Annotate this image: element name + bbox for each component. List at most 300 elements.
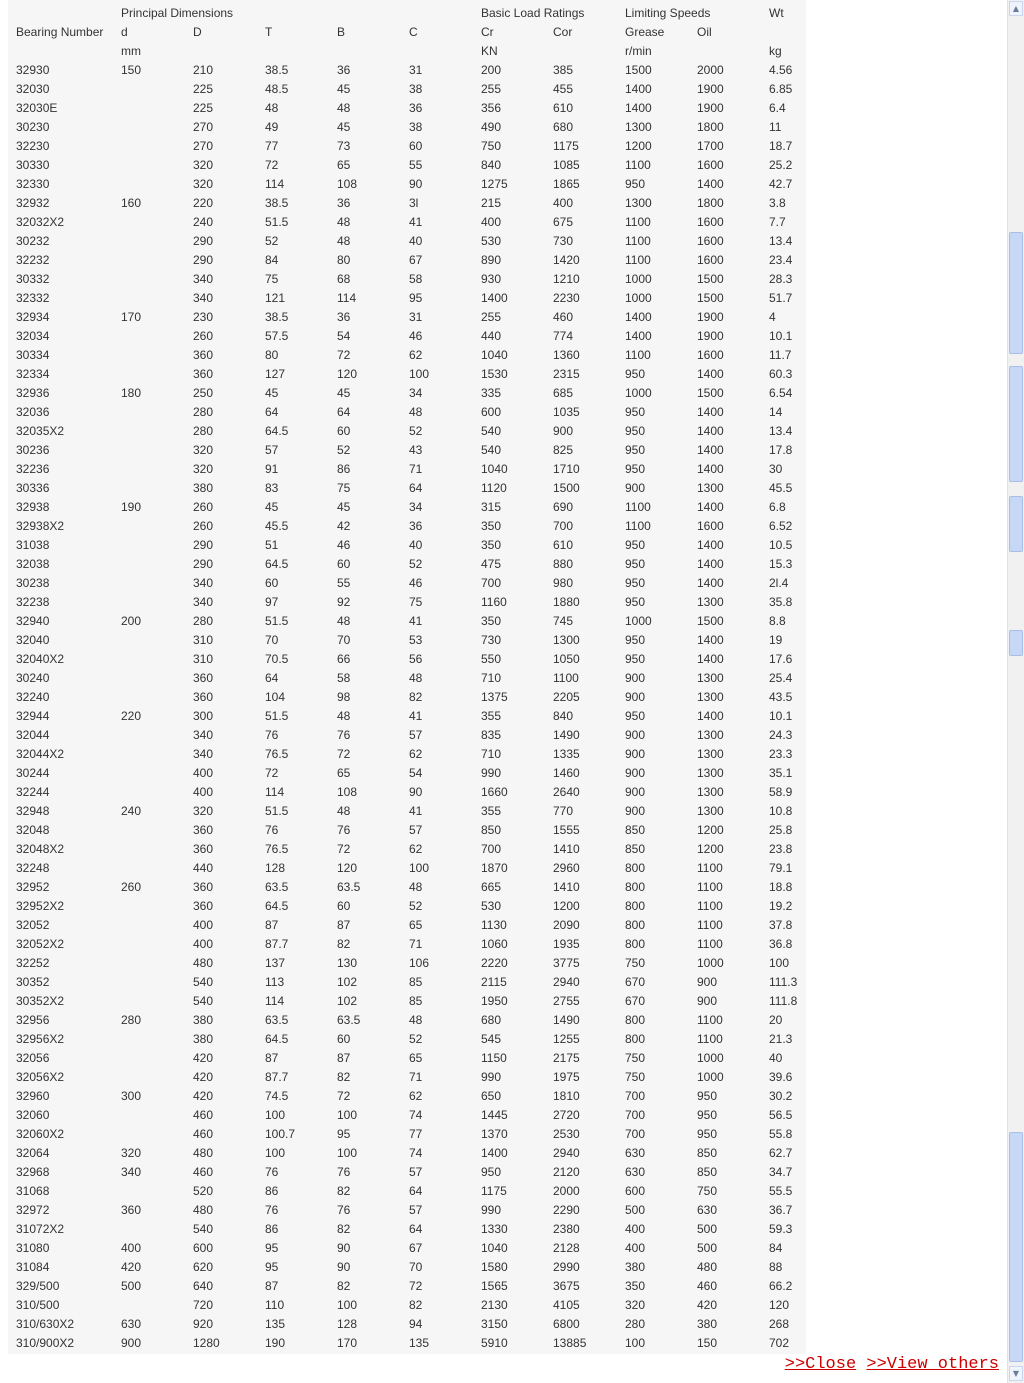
cell-width-b: 82 xyxy=(337,1279,351,1293)
cell-width-t: 76.5 xyxy=(265,747,289,761)
cell-grease-speed: 1100 xyxy=(625,500,651,514)
group-header-limiting-speeds: Limiting Speeds xyxy=(625,6,711,20)
cell-cor: 1975 xyxy=(553,1070,580,1084)
cell-weight: 2l.4 xyxy=(769,576,789,590)
cell-width-t: 45.5 xyxy=(265,519,289,533)
cell-outer-d: 480 xyxy=(193,1146,214,1160)
cell-outer-d: 320 xyxy=(193,177,214,191)
cell-cor: 1300 xyxy=(553,633,580,647)
table-row xyxy=(8,593,806,612)
cell-width-t: 76.5 xyxy=(265,842,289,856)
table-row xyxy=(8,1144,806,1163)
cell-weight: 43.5 xyxy=(769,690,793,704)
cell-width-b: 90 xyxy=(337,1260,351,1274)
cell-bearing-number: 32060 xyxy=(16,1108,50,1122)
table-row xyxy=(8,1334,806,1353)
cell-bearing-number: 30240 xyxy=(16,671,50,685)
cell-outer-d: 250 xyxy=(193,386,214,400)
cell-width-c: 90 xyxy=(409,177,423,191)
cell-bearing-number: 32956 xyxy=(16,1013,50,1027)
cell-bearing-number: 32064 xyxy=(16,1146,50,1160)
cell-outer-d: 300 xyxy=(193,709,214,723)
cell-outer-d: 400 xyxy=(193,766,214,780)
cell-width-t: 63.5 xyxy=(265,1013,289,1027)
cell-oil-speed: 1400 xyxy=(697,405,724,419)
cell-cor: 2990 xyxy=(553,1260,580,1274)
cell-weight: 13.4 xyxy=(769,234,793,248)
cell-weight: 14 xyxy=(769,405,783,419)
arrow-down-icon[interactable]: ▼ xyxy=(1009,1366,1023,1381)
cell-grease-speed: 950 xyxy=(625,443,646,457)
table-row xyxy=(8,574,806,593)
cell-cor: 774 xyxy=(553,329,574,343)
cell-cor: 1050 xyxy=(553,652,580,666)
cell-weight: 88 xyxy=(769,1260,783,1274)
cell-cr: 350 xyxy=(481,614,502,628)
cell-grease-speed: 700 xyxy=(625,1089,646,1103)
cell-width-t: 114 xyxy=(265,177,285,191)
cell-oil-speed: 1300 xyxy=(697,747,724,761)
cell-width-t: 49 xyxy=(265,120,279,134)
cell-oil-speed: 1400 xyxy=(697,443,724,457)
cell-oil-speed: 1400 xyxy=(697,500,724,514)
cell-width-c: 53 xyxy=(409,633,423,647)
cell-width-b: 45 xyxy=(337,386,351,400)
cell-weight: 23.8 xyxy=(769,842,793,856)
cell-grease-speed: 380 xyxy=(625,1260,646,1274)
cell-outer-d: 460 xyxy=(193,1165,214,1179)
cell-grease-speed: 900 xyxy=(625,481,646,495)
cell-oil-speed: 1400 xyxy=(697,177,724,191)
cell-weight: 45.5 xyxy=(769,481,793,495)
cell-weight: 6.54 xyxy=(769,386,793,400)
cell-width-c: 60 xyxy=(409,139,423,153)
cell-width-c: 57 xyxy=(409,823,423,837)
cell-bearing-number: 32244 xyxy=(16,785,50,799)
cell-bearing-number: 32938 xyxy=(16,500,50,514)
cell-bearing-number: 32948 xyxy=(16,804,50,818)
cell-cr: 1375 xyxy=(481,690,508,704)
cell-bearing-number: 32060X2 xyxy=(16,1127,65,1141)
table-row xyxy=(8,1106,806,1125)
cell-cor: 2175 xyxy=(553,1051,580,1065)
cell-weight: 51.7 xyxy=(769,291,793,305)
cell-oil-speed: 950 xyxy=(697,1108,718,1122)
cell-weight: 25.2 xyxy=(769,158,793,172)
cell-oil-speed: 850 xyxy=(697,1165,718,1179)
cell-cr: 1870 xyxy=(481,861,508,875)
cell-weight: 84 xyxy=(769,1241,783,1255)
column-header-cor: Cor xyxy=(553,25,573,39)
cell-width-t: 190 xyxy=(265,1336,286,1350)
cell-cor: 610 xyxy=(553,101,574,115)
cell-cor: 6800 xyxy=(553,1317,580,1331)
cell-weight: 18.7 xyxy=(769,139,793,153)
cell-width-t: 128 xyxy=(265,861,286,875)
cell-bearing-number: 32972 xyxy=(16,1203,50,1217)
cell-outer-d: 270 xyxy=(193,139,214,153)
cell-grease-speed: 500 xyxy=(625,1203,646,1217)
cell-width-t: 135 xyxy=(265,1317,286,1331)
cell-grease-speed: 630 xyxy=(625,1146,646,1160)
cell-grease-speed: 700 xyxy=(625,1108,646,1122)
cell-width-c: 65 xyxy=(409,1051,423,1065)
group-header-principal-dimensions: Principal Dimensions xyxy=(121,6,234,20)
cell-weight: 36.8 xyxy=(769,937,793,951)
cell-cr: 1530 xyxy=(481,367,508,381)
cell-outer-d: 320 xyxy=(193,804,214,818)
cell-oil-speed: 1400 xyxy=(697,557,724,571)
cell-width-b: 73 xyxy=(337,139,351,153)
cell-oil-speed: 1200 xyxy=(697,823,724,837)
cell-width-c: 74 xyxy=(409,1146,423,1160)
cell-width-c: 40 xyxy=(409,234,423,248)
cell-bearing-number: 32248 xyxy=(16,861,50,875)
cell-weight: 19 xyxy=(769,633,783,647)
cell-cor: 4105 xyxy=(553,1298,580,1312)
column-header-bearing-number: Bearing Number xyxy=(16,25,104,39)
cell-cr: 1160 xyxy=(481,595,507,609)
cell-oil-speed: 900 xyxy=(697,994,718,1008)
cell-width-b: 60 xyxy=(337,899,351,913)
cell-width-t: 80 xyxy=(265,348,279,362)
cell-oil-speed: 900 xyxy=(697,975,718,989)
cell-width-c: 34 xyxy=(409,386,423,400)
scrollbar-thumb[interactable] xyxy=(1009,1132,1023,1362)
cell-width-t: 137 xyxy=(265,956,286,970)
cell-outer-d: 360 xyxy=(193,348,214,362)
cell-bearing-number: 32932 xyxy=(16,196,50,210)
cell-grease-speed: 1100 xyxy=(625,519,651,533)
cell-cor: 1500 xyxy=(553,481,580,495)
cell-weight: 3.8 xyxy=(769,196,786,210)
cell-cor: 1865 xyxy=(553,177,580,191)
cell-width-c: 56 xyxy=(409,652,423,666)
cell-oil-speed: 1900 xyxy=(697,82,724,96)
cell-oil-speed: 1300 xyxy=(697,481,724,495)
cell-weight: 35.1 xyxy=(769,766,793,780)
cell-weight: 23.3 xyxy=(769,747,793,761)
cell-outer-d: 260 xyxy=(193,329,214,343)
cell-cor: 3675 xyxy=(553,1279,580,1293)
cell-oil-speed: 480 xyxy=(697,1260,718,1274)
cell-width-b: 54 xyxy=(337,329,351,343)
scrollbar-thumb[interactable] xyxy=(1009,496,1023,552)
cell-cor: 1210 xyxy=(553,272,580,286)
cell-weight: 20 xyxy=(769,1013,783,1027)
column-header-t: T xyxy=(265,25,273,39)
scrollbar-thumb[interactable] xyxy=(1009,630,1023,656)
cell-width-c: 67 xyxy=(409,253,423,267)
cell-cor: 1410 xyxy=(553,842,580,856)
cell-width-c: 41 xyxy=(409,709,423,723)
cell-bearing-number: 32056 xyxy=(16,1051,50,1065)
cell-outer-d: 290 xyxy=(193,234,214,248)
cell-outer-d: 340 xyxy=(193,595,214,609)
cell-oil-speed: 1700 xyxy=(697,139,724,153)
cell-cor: 2940 xyxy=(553,975,580,989)
cell-cor: 825 xyxy=(553,443,574,457)
cell-width-t: 87.7 xyxy=(265,937,289,951)
cell-outer-d: 270 xyxy=(193,120,214,134)
column-header-b: B xyxy=(337,25,346,39)
cell-bearing-number: 32238 xyxy=(16,595,50,609)
cell-cr: 835 xyxy=(481,728,502,742)
cell-outer-d: 290 xyxy=(193,557,214,571)
cell-grease-speed: 800 xyxy=(625,918,646,932)
cell-outer-d: 540 xyxy=(193,994,214,1008)
cell-width-t: 97 xyxy=(265,595,279,609)
cell-width-t: 87 xyxy=(265,918,279,932)
cell-weight: 15.3 xyxy=(769,557,793,571)
cell-weight: 23.4 xyxy=(769,253,793,267)
cell-grease-speed: 1000 xyxy=(625,386,652,400)
cell-bearing-number: 310/630X2 xyxy=(16,1317,75,1331)
cell-grease-speed: 950 xyxy=(625,405,646,419)
table-row xyxy=(8,688,806,707)
table-row xyxy=(8,783,806,802)
cell-grease-speed: 950 xyxy=(625,633,646,647)
cell-bore-d: 360 xyxy=(121,1203,142,1217)
table-row xyxy=(8,992,806,1011)
table-row xyxy=(8,517,806,536)
cell-outer-d: 380 xyxy=(193,481,214,495)
table-row xyxy=(8,555,806,574)
cell-grease-speed: 800 xyxy=(625,1013,646,1027)
cell-bore-d: 200 xyxy=(121,614,142,628)
table-row xyxy=(8,1239,806,1258)
cell-outer-d: 340 xyxy=(193,272,214,286)
cell-outer-d: 360 xyxy=(193,671,214,685)
cell-bore-d: 160 xyxy=(121,196,142,210)
cell-oil-speed: 850 xyxy=(697,1146,718,1160)
cell-bearing-number: 32044X2 xyxy=(16,747,65,761)
cell-grease-speed: 1100 xyxy=(625,158,651,172)
cell-outer-d: 225 xyxy=(193,101,214,115)
cell-outer-d: 920 xyxy=(193,1317,214,1331)
cell-oil-speed: 1000 xyxy=(697,956,724,970)
cell-oil-speed: 1300 xyxy=(697,671,724,685)
table-row xyxy=(8,1182,806,1201)
cell-cor: 700 xyxy=(553,519,574,533)
cell-weight: 18.8 xyxy=(769,880,793,894)
cell-width-t: 75 xyxy=(265,272,279,286)
cell-cr: 2115 xyxy=(481,975,507,989)
cell-cr: 750 xyxy=(481,139,502,153)
column-header-cr: Cr xyxy=(481,25,494,39)
cell-cor: 610 xyxy=(553,538,574,552)
cell-width-b: 63.5 xyxy=(337,1013,361,1027)
cell-width-c: 41 xyxy=(409,215,423,229)
cell-grease-speed: 800 xyxy=(625,1032,646,1046)
cell-width-t: 64 xyxy=(265,405,279,419)
table-row xyxy=(8,1068,806,1087)
cell-width-t: 60 xyxy=(265,576,279,590)
cell-width-b: 108 xyxy=(337,785,358,799)
cell-cr: 990 xyxy=(481,1070,502,1084)
cell-width-b: 87 xyxy=(337,918,351,932)
cell-grease-speed: 1000 xyxy=(625,272,652,286)
cell-width-b: 82 xyxy=(337,1222,351,1236)
cell-weight: 30 xyxy=(769,462,783,476)
cell-outer-d: 360 xyxy=(193,880,214,894)
cell-cor: 1880 xyxy=(553,595,580,609)
cell-width-c: 72 xyxy=(409,1279,423,1293)
cell-width-b: 45 xyxy=(337,120,351,134)
column-header-grease: Grease xyxy=(625,25,665,39)
table-row xyxy=(8,441,806,460)
cell-width-c: 52 xyxy=(409,899,423,913)
cell-cr: 530 xyxy=(481,234,502,248)
cell-cor: 385 xyxy=(553,63,574,77)
cell-width-t: 74.5 xyxy=(265,1089,289,1103)
table-row xyxy=(8,80,806,99)
cell-width-c: 62 xyxy=(409,348,423,362)
cell-cor: 840 xyxy=(553,709,574,723)
cell-width-b: 58 xyxy=(337,671,351,685)
cell-oil-speed: 750 xyxy=(697,1184,718,1198)
cell-width-c: 62 xyxy=(409,842,423,856)
cell-width-b: 76 xyxy=(337,1165,351,1179)
cell-bore-d: 500 xyxy=(121,1279,142,1293)
cell-cor: 2380 xyxy=(553,1222,580,1236)
cell-width-t: 51.5 xyxy=(265,804,289,818)
cell-width-b: 95 xyxy=(337,1127,351,1141)
cell-cor: 680 xyxy=(553,120,574,134)
cell-oil-speed: 1400 xyxy=(697,424,724,438)
cell-bearing-number: 32236 xyxy=(16,462,50,476)
cell-width-c: 38 xyxy=(409,120,423,134)
cell-weight: 10.1 xyxy=(769,329,793,343)
cell-width-c: 31 xyxy=(409,310,423,324)
cell-weight: 55.5 xyxy=(769,1184,793,1198)
cell-bore-d: 630 xyxy=(121,1317,142,1331)
arrow-up-icon[interactable]: ▲ xyxy=(1009,1,1023,16)
column-header-c: C xyxy=(409,25,418,39)
table-row xyxy=(8,99,806,118)
cell-weight: 55.8 xyxy=(769,1127,793,1141)
cell-width-t: 100 xyxy=(265,1108,286,1122)
cell-bearing-number: 310/900X2 xyxy=(16,1336,75,1350)
cell-width-t: 63.5 xyxy=(265,880,289,894)
cell-grease-speed: 400 xyxy=(625,1241,646,1255)
cell-cor: 1360 xyxy=(553,348,580,362)
cell-width-b: 63.5 xyxy=(337,880,361,894)
cell-bearing-number: 310/500 xyxy=(16,1298,60,1312)
cell-bearing-number: 30232 xyxy=(16,234,50,248)
cell-outer-d: 360 xyxy=(193,842,214,856)
cell-weight: 36.7 xyxy=(769,1203,793,1217)
cell-oil-speed: 1900 xyxy=(697,310,724,324)
cell-width-t: 113 xyxy=(265,975,285,989)
cell-outer-d: 460 xyxy=(193,1127,214,1141)
table-row xyxy=(8,61,806,80)
cell-cor: 1490 xyxy=(553,1013,580,1027)
cell-bearing-number: 32030E xyxy=(16,101,58,115)
view-others-link[interactable]: >>View others xyxy=(866,1355,999,1374)
table-units-row xyxy=(8,42,806,61)
cell-cr: 1060 xyxy=(481,937,508,951)
vertical-scrollbar[interactable] xyxy=(1007,0,1024,1383)
cell-bearing-number: 32252 xyxy=(16,956,50,970)
cell-weight: 4 xyxy=(769,310,776,324)
cell-bearing-number: 31084 xyxy=(16,1260,50,1274)
cell-width-b: 48 xyxy=(337,234,351,248)
cell-cor: 2315 xyxy=(553,367,580,381)
cell-cr: 700 xyxy=(481,576,502,590)
cell-width-b: 100 xyxy=(337,1108,358,1122)
scrollbar-thumb[interactable] xyxy=(1009,232,1023,354)
cell-bearing-number: 32038 xyxy=(16,557,50,571)
cell-bearing-number: 32968 xyxy=(16,1165,50,1179)
cell-cr: 2130 xyxy=(481,1298,508,1312)
cell-cr: 840 xyxy=(481,158,502,172)
cell-weight: 56.5 xyxy=(769,1108,793,1122)
cell-bore-d: 300 xyxy=(121,1089,142,1103)
cell-weight: 268 xyxy=(769,1317,790,1331)
table-row xyxy=(8,631,806,650)
cell-width-b: 46 xyxy=(337,538,351,552)
cell-width-c: 48 xyxy=(409,405,423,419)
cell-cr: 1040 xyxy=(481,348,508,362)
scrollbar-thumb[interactable] xyxy=(1009,366,1023,482)
cell-bore-d: 220 xyxy=(121,709,142,723)
cell-weight: 11.7 xyxy=(769,348,792,362)
cell-width-t: 87 xyxy=(265,1279,279,1293)
cell-width-t: 38.5 xyxy=(265,196,289,210)
cell-cor: 1200 xyxy=(553,899,580,913)
cell-width-c: 71 xyxy=(409,462,423,476)
cell-width-t: 64.5 xyxy=(265,424,289,438)
cell-cr: 475 xyxy=(481,557,502,571)
cell-outer-d: 340 xyxy=(193,728,214,742)
cell-cr: 1150 xyxy=(481,1051,507,1065)
cell-bore-d: 190 xyxy=(121,500,142,514)
cell-oil-speed: 150 xyxy=(697,1336,718,1350)
cell-oil-speed: 1400 xyxy=(697,367,724,381)
cell-cr: 600 xyxy=(481,405,502,419)
cell-width-b: 170 xyxy=(337,1336,358,1350)
cell-width-t: 48 xyxy=(265,101,279,115)
cell-cor: 2205 xyxy=(553,690,580,704)
cell-bearing-number: 32330 xyxy=(16,177,50,191)
cell-bore-d: 900 xyxy=(121,1336,142,1350)
cell-cor: 1175 xyxy=(553,139,579,153)
cell-cr: 200 xyxy=(481,63,502,77)
cell-width-t: 127 xyxy=(265,367,286,381)
table-column-header-row xyxy=(8,23,806,42)
group-header-basic-load-ratings: Basic Load Ratings xyxy=(481,6,585,20)
cell-cr: 400 xyxy=(481,215,502,229)
cell-cr: 5910 xyxy=(481,1336,508,1350)
cell-grease-speed: 630 xyxy=(625,1165,646,1179)
close-link[interactable]: >>Close xyxy=(784,1355,857,1374)
cell-oil-speed: 1100 xyxy=(697,1013,723,1027)
cell-oil-speed: 630 xyxy=(697,1203,718,1217)
cell-width-t: 72 xyxy=(265,158,279,172)
cell-width-b: 65 xyxy=(337,766,351,780)
table-row xyxy=(8,498,806,517)
cell-weight: 10.1 xyxy=(769,709,793,723)
cell-grease-speed: 950 xyxy=(625,424,646,438)
table-row xyxy=(8,327,806,346)
cell-outer-d: 220 xyxy=(193,196,214,210)
cell-width-b: 60 xyxy=(337,557,351,571)
cell-width-c: 71 xyxy=(409,937,423,951)
group-header-wt: Wt xyxy=(769,6,784,20)
cell-cr: 545 xyxy=(481,1032,502,1046)
cell-weight: 6.4 xyxy=(769,101,786,115)
